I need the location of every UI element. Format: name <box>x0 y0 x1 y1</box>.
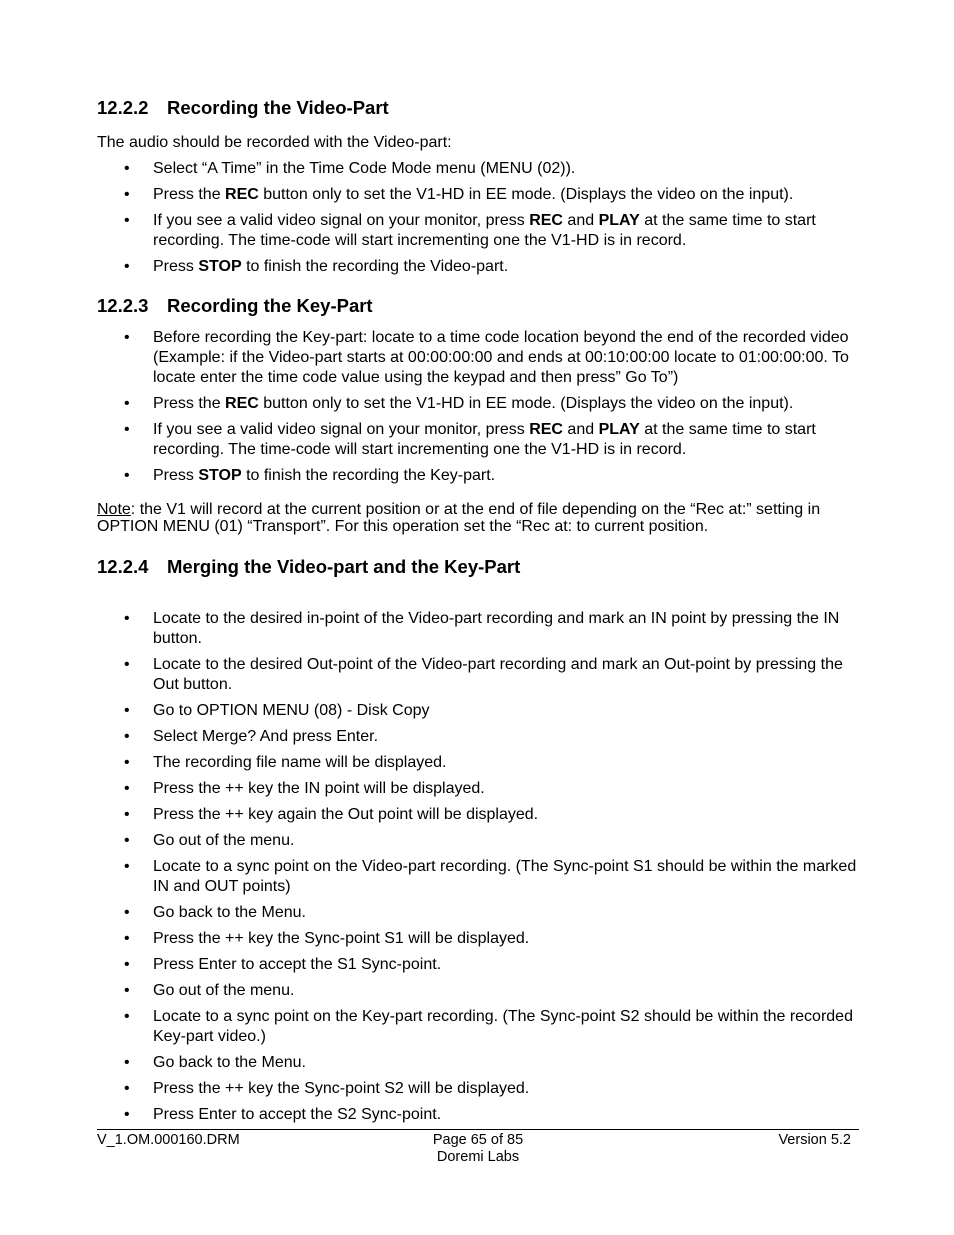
bullet-icon: • <box>124 160 130 177</box>
bullet-icon: • <box>124 421 130 438</box>
bullet-icon: • <box>124 806 130 823</box>
bold-keyword: STOP <box>198 467 242 484</box>
list-item <box>97 185 859 205</box>
bullet-icon: • <box>124 780 130 797</box>
footer-center <box>97 1132 859 1166</box>
list-item <box>97 753 859 773</box>
list-item <box>97 701 859 721</box>
note-label: Note <box>97 501 131 518</box>
intro-text: The audio should be recorded with the Video-part: <box>97 134 452 151</box>
heading-number: 12.2.2 <box>97 97 149 118</box>
list-item-text: and <box>562 421 599 438</box>
bullet-icon: • <box>124 956 130 973</box>
list-item <box>97 420 859 460</box>
bold-keyword: REC <box>225 395 259 412</box>
list-item <box>97 328 859 388</box>
bullet-icon: • <box>124 610 130 627</box>
bullet-icon: • <box>124 858 130 875</box>
bullet-icon: • <box>124 186 130 203</box>
list-item <box>97 655 859 695</box>
list-item <box>97 609 859 649</box>
bullet-icon: • <box>124 1080 130 1097</box>
bold-keyword: PLAY <box>598 421 640 438</box>
heading-title: Merging the Video-part and the Key-Part <box>167 556 521 577</box>
list-item <box>97 857 859 897</box>
list-item <box>97 805 859 825</box>
note-paragraph <box>97 501 859 535</box>
bullet-icon: • <box>124 258 130 275</box>
list-item-text: Locate to the desired in-point of the Video-part recording and mark an IN point by pressing the IN button. <box>153 610 840 647</box>
bullet-icon: • <box>124 930 130 947</box>
footer-page-number: Page 65 of 85 <box>432 1132 524 1148</box>
list-item-text: If you see a valid video signal on your monitor, press <box>153 212 530 229</box>
list-item-text: Press the <box>153 395 226 412</box>
list-item <box>97 831 859 851</box>
list-item-text: at the same time to start recording. The time-code will start incrementing one the V1-HD is in record. <box>153 212 816 249</box>
list-item-text: to finish the recording the Video-part. <box>241 258 509 275</box>
list-item-text: Go out of the menu. <box>153 832 295 849</box>
list-item-text: Locate to a sync point on the Key-part recording. (The Sync-point S2 should be within the recorded Key-part video.) <box>153 1008 853 1045</box>
footer-doc-id: V_1.OM.000160.DRM <box>97 1132 240 1148</box>
list-item-text: button only to set the V1-HD in EE mode. (Displays the video on the input). <box>258 395 794 412</box>
bullet-icon: • <box>124 904 130 921</box>
bullet-icon: • <box>124 329 130 346</box>
merge-list <box>97 609 859 1131</box>
video-part-list <box>97 159 859 283</box>
list-item-text: Go out of the menu. <box>153 982 295 999</box>
bullet-icon: • <box>124 656 130 673</box>
list-item <box>97 211 859 251</box>
list-item <box>97 903 859 923</box>
list-item-text: Locate to the desired Out-point of the Video-part recording and mark an Out-point by pressing the Out button. <box>153 656 843 693</box>
list-item <box>97 1053 859 1073</box>
list-item <box>97 1079 859 1099</box>
list-item <box>97 929 859 949</box>
bold-keyword: REC <box>529 421 563 438</box>
bullet-icon: • <box>124 395 130 412</box>
heading-merging <box>97 556 520 578</box>
list-item-text: Press the <box>153 186 226 203</box>
bullet-icon: • <box>124 1106 130 1123</box>
list-item <box>97 257 859 277</box>
bold-keyword: PLAY <box>598 212 640 229</box>
list-item-text: Go back to the Menu. <box>153 904 306 921</box>
key-part-list <box>97 328 859 492</box>
list-item <box>97 394 859 414</box>
list-item <box>97 159 859 179</box>
bold-keyword: REC <box>529 212 563 229</box>
list-item-text: Press Enter to accept the S2 Sync-point. <box>153 1106 442 1123</box>
list-item-text: and <box>562 212 599 229</box>
list-item-text: Press <box>153 467 199 484</box>
heading-title: Recording the Video-Part <box>167 97 389 118</box>
list-item-text: Select Merge? And press Enter. <box>153 728 379 745</box>
list-item-text: Go to OPTION MENU (08) - Disk Copy <box>153 702 430 719</box>
list-item-text: Press the ++ key again the Out point will be displayed. <box>153 806 539 823</box>
heading-recording-video-part <box>97 97 389 119</box>
bullet-icon: • <box>124 702 130 719</box>
list-item-text: Before recording the Key-part: locate to a time code location beyond the end of the recorded video (Example: if the Video-part starts at 00:00:00:00 and ends at 00:10:00:00 locate to 01:00:00:00. To locate enter the time code value using the keypad and then press” Go To”) <box>153 329 849 386</box>
heading-number: 12.2.4 <box>97 556 149 577</box>
list-item <box>97 955 859 975</box>
list-item-text: The recording file name will be displayed. <box>153 754 447 771</box>
page-footer <box>97 1129 859 1165</box>
bullet-icon: • <box>124 982 130 999</box>
list-item-text: Select “A Time” in the Time Code Mode menu (MENU (02)). <box>153 160 576 177</box>
footer-company: Doremi Labs <box>436 1149 520 1165</box>
bullet-icon: • <box>124 212 130 229</box>
bold-keyword: REC <box>225 186 259 203</box>
list-item <box>97 727 859 747</box>
heading-recording-key-part <box>97 295 373 317</box>
note-text: : the V1 will record at the current position or at the end of file depending on the “Rec at:” setting in OPTION MENU (01) “Transport”. For this operation set the “Rec at: to current position. <box>97 501 821 535</box>
bullet-icon: • <box>124 728 130 745</box>
heading-number: 12.2.3 <box>97 295 149 316</box>
footer-version: Version 5.2 <box>778 1132 851 1148</box>
heading-title: Recording the Key-Part <box>167 295 373 316</box>
bullet-icon: • <box>124 467 130 484</box>
bold-keyword: STOP <box>198 258 242 275</box>
list-item <box>97 1105 859 1125</box>
list-item-text: Go back to the Menu. <box>153 1054 306 1071</box>
list-item-text: Press the ++ key the IN point will be displayed. <box>153 780 485 797</box>
list-item <box>97 1007 859 1047</box>
bullet-icon: • <box>124 832 130 849</box>
list-item-text: Press the ++ key the Sync-point S1 will be displayed. <box>153 930 530 947</box>
list-item <box>97 779 859 799</box>
bullet-icon: • <box>124 1054 130 1071</box>
list-item-text: If you see a valid video signal on your monitor, press <box>153 421 530 438</box>
list-item <box>97 981 859 1001</box>
list-item-text: button only to set the V1-HD in EE mode. (Displays the video on the input). <box>258 186 794 203</box>
list-item <box>97 466 859 486</box>
bullet-icon: • <box>124 754 130 771</box>
list-item-text: to finish the recording the Key-part. <box>241 467 496 484</box>
list-item-text: Locate to a sync point on the Video-part recording. (The Sync-point S1 should be within the marked IN and OUT points) <box>153 858 857 895</box>
list-item-text: Press Enter to accept the S1 Sync-point. <box>153 956 442 973</box>
bullet-icon: • <box>124 1008 130 1025</box>
list-item-text: Press <box>153 258 199 275</box>
list-item-text: Press the ++ key the Sync-point S2 will be displayed. <box>153 1080 530 1097</box>
list-item-text: at the same time to start recording. The time-code will start incrementing one the V1-HD is in record. <box>153 421 816 458</box>
